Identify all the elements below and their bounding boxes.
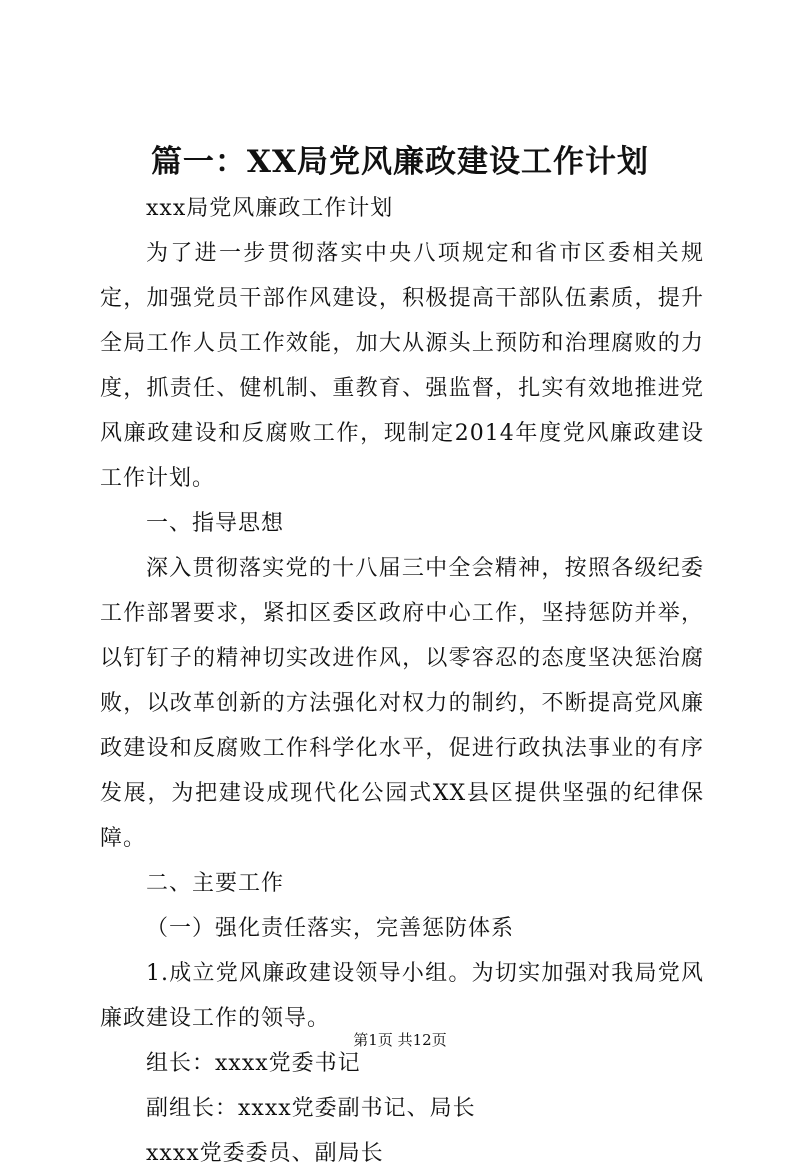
document-body — [100, 186, 704, 1176]
section-heading-guiding-ideology: 一、指导思想 — [146, 511, 285, 536]
item-paragraph: 1.成立党风廉政建设领导小组。为切实加强对我局党风廉政建设工作的领导。 — [100, 961, 704, 1031]
deputy-leader-line: 副组长：xxxx党委副书记、局长 — [146, 1096, 476, 1121]
document-title: 篇一：XX局党风廉政建设工作计划 — [150, 144, 650, 180]
section-heading-main-work: 二、主要工作 — [146, 871, 285, 896]
plan-subtitle: xxx局党风廉政工作计划 — [146, 196, 394, 221]
subsection-heading: （一）强化责任落实，完善惩防体系 — [146, 916, 515, 941]
page-number-footer: 第1页 共12页 — [353, 1031, 447, 1049]
member-line: xxxx党委委员、副局长 — [146, 1141, 384, 1166]
group-leader-line: 组长：xxxx党委书记 — [146, 1051, 361, 1076]
guiding-ideology-paragraph: 深入贯彻落实党的十八届三中全会精神，按照各级纪委工作部署要求，紧扣区委区政府中心工作，坚持惩防并举，以钉钉子的精神切实改进作风，以零容忍的态度坚决惩治腐败，以改革创新的方法强化对权力的制约，不断提高党风廉政建设和反腐败工作科学化水平，促进行政执法事业的有序发展，为把建设成现代化公园式XX县区提供坚强的纪律保障。 — [100, 556, 704, 851]
intro-paragraph: 为了进一步贯彻落实中央八项规定和省市区委相关规定，加强党员干部作风建设，积极提高干部队伍素质，提升全局工作人员工作效能，加大从源头上预防和治理腐败的力度，抓责任、健机制、重教育、强监督，扎实有效地推进党风廉政建设和反腐败工作，现制定2014年度党风廉政建设工作计划。 — [100, 241, 704, 491]
